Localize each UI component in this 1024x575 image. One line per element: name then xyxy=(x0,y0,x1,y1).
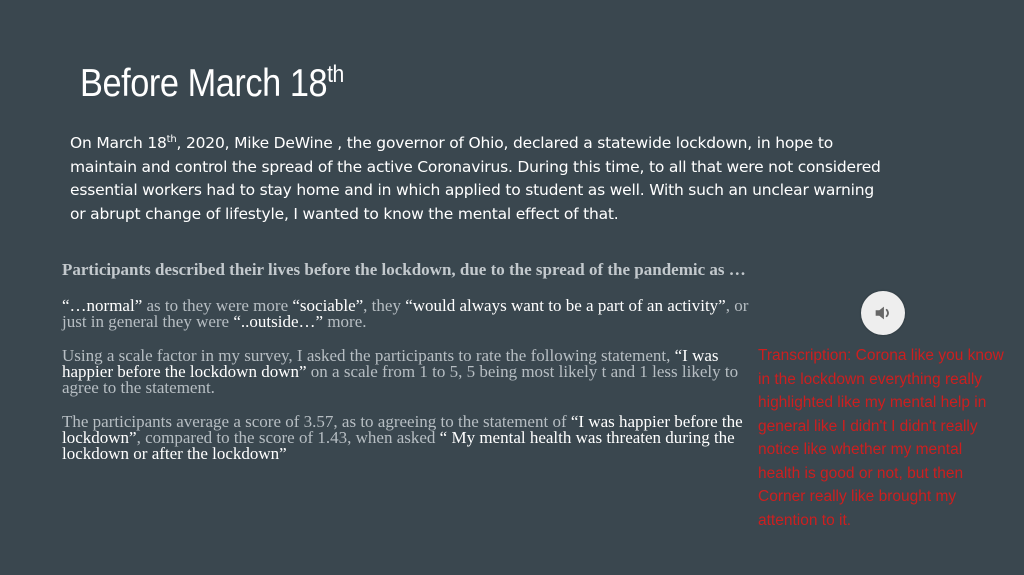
transcription-text: Transcription: Corona like you know in the lockdown everything really highlighted like my mental help in general like I didn't I didn't really notice like whether my mental health is good or not, but then Corner really like brought my attention to it. xyxy=(758,347,1004,529)
findings-heading: Participants described their lives before the lockdown, due to the spread of the pandemic as … xyxy=(62,260,746,279)
findings-paragraph-scores: The participants average a score of 3.57, as to agreeing to the statement of “I was happier before the lockdown”, compared to the score of 1.43, when asked “ My mental health was threaten during the lockdown or after the lockdown” xyxy=(62,412,743,463)
audio-play-button[interactable] xyxy=(861,291,905,335)
findings-block xyxy=(62,262,752,462)
findings-paragraph-descriptions: “…normal” as to they were more “sociable”, they “would always want to be a part of an activity”, or just in general they were “..outside…” more. xyxy=(62,296,749,331)
speaker-icon xyxy=(872,302,894,324)
intro-superscript: th xyxy=(166,133,177,145)
intro-paragraph: On March 18th, 2020, Mike DeWine , the governor of Ohio, declared a statewide lockdown, in hope to maintain and control the spread of the active Coronavirus. During this time, to all that were not considered essential workers had to stay home and in which applied to student as well. With such an unclear warning or abrupt change of lifestyle, I wanted to know the mental effect of that. xyxy=(70,133,881,223)
slide-title: Before March 18th xyxy=(80,61,344,105)
findings-paragraph-scale: Using a scale factor in my survey, I asked the participants to rate the following statement, “I was happier before the lockdown down” on a scale from 1 to 5, 5 being most likely t and 1 less likely to agree to the statement. xyxy=(62,346,739,397)
title-superscript: th xyxy=(327,61,344,88)
